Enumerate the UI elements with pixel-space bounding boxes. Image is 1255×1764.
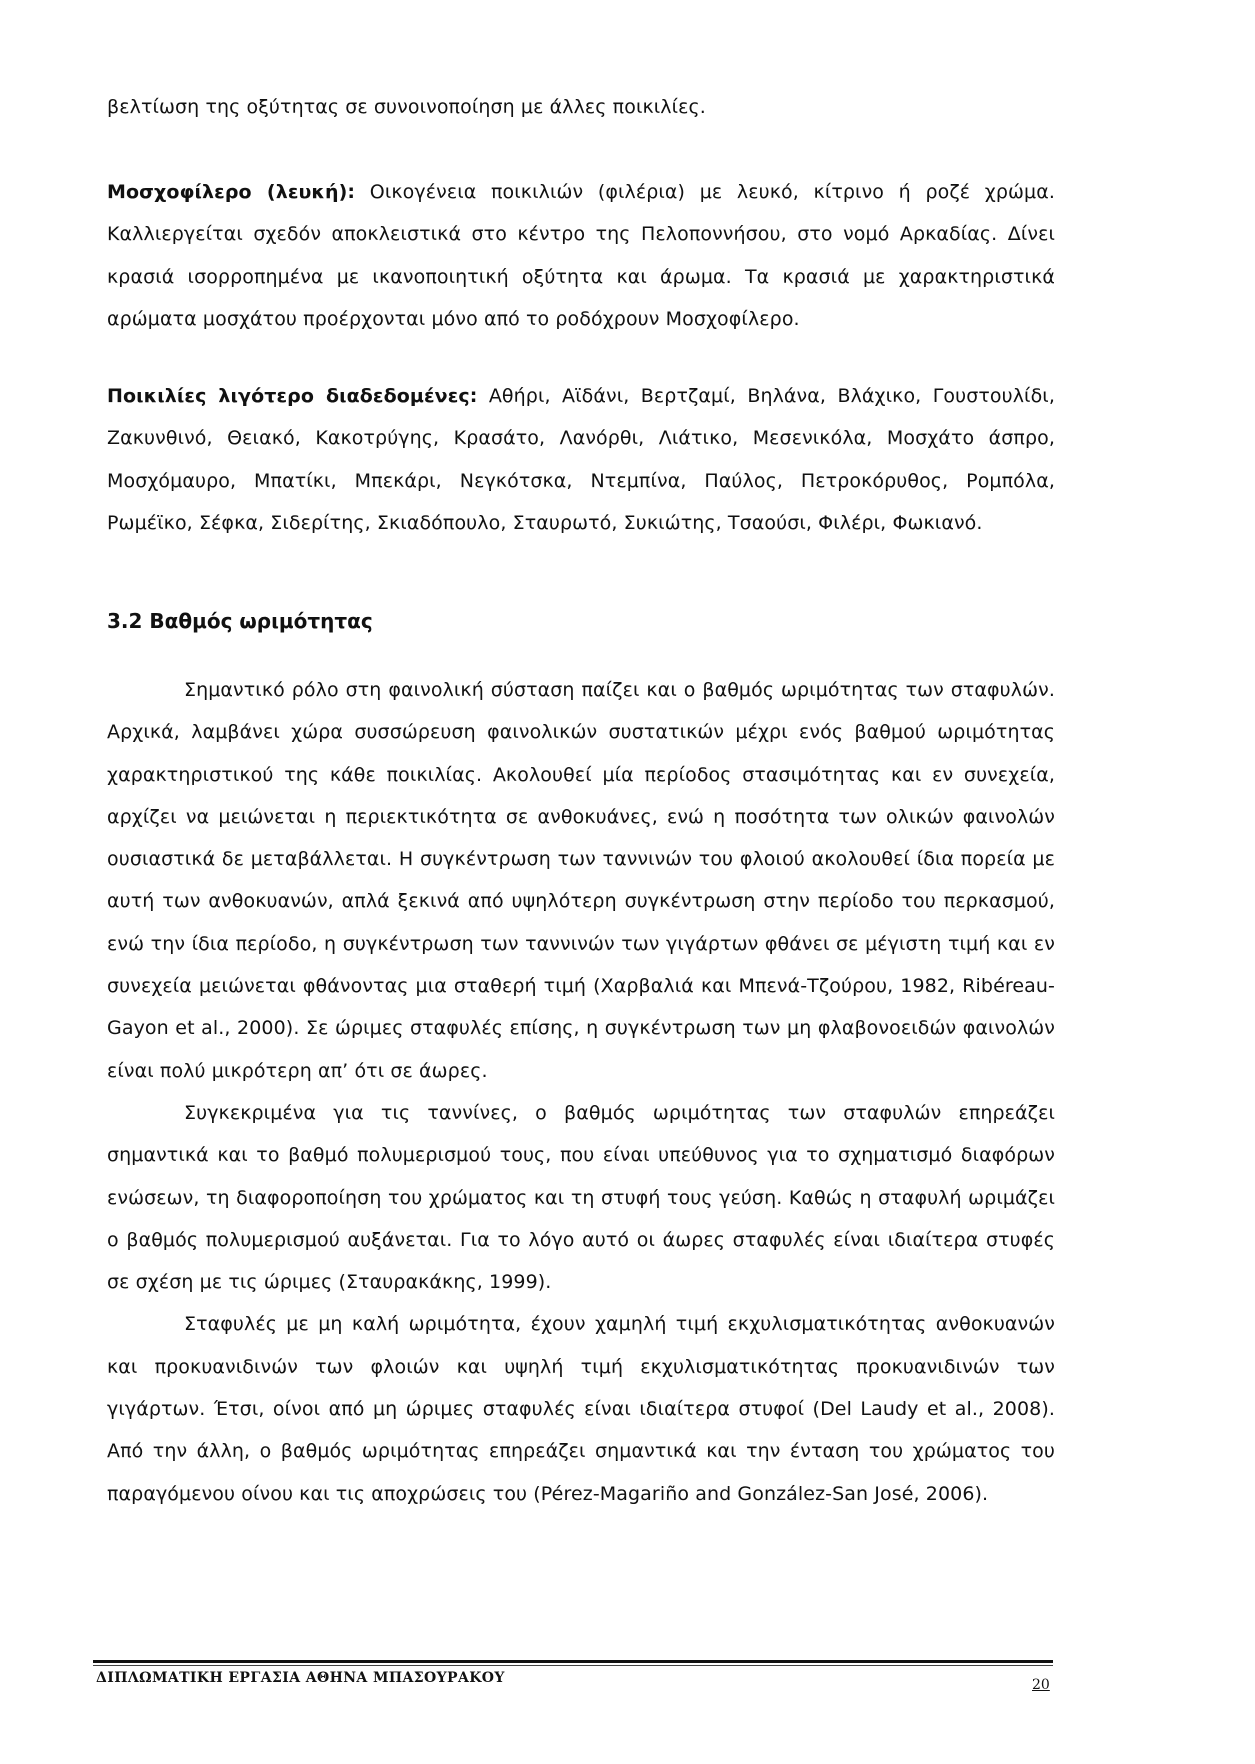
moschofilero-text: Οικογένεια ποικιλιών (φιλέρια) με λευκό, κίτρινο ή ροζέ χρώμα. Καλλιεργείται σχεδόν αποκλειστικά στο κέντρο της Πελοποννήσου, στο νομό Αρκαδίας. Δίνει κρασιά ισορροπημένα με ικανοποιητική οξύτητα και άρωμα. Τα κρασιά με χαρακτηριστικά αρώματα μοσχάτου προέρχονται μόνο από το ροδόχρουν Μοσχοφίλερο. bbox=[107, 181, 1055, 330]
less-common-block bbox=[107, 375, 1055, 544]
moschofilero-paragraph bbox=[107, 171, 1055, 340]
section-block bbox=[107, 600, 1055, 1515]
section-paragraph-1: Σημαντικό ρόλο στη φαινολική σύσταση παίζει και ο βαθμός ωριμότητας των σταφυλών. Αρχικά, λαμβάνει χώρα συσσώρευση φαινολικών συστατικών μέχρι ενός βαθμού ωριμότητας χαρακτηριστικού της κάθε ποικιλίας. Ακολουθεί μία περίοδος στασιμότητας και εν συνεχεία, αρχίζει να μειώνεται η περιεκτικότητα σε ανθοκυάνες, ενώ η ποσότητα των ολικών φαινολών ουσιαστικά δε μεταβάλλεται. Η συγκέντρωση των ταννινών του φλοιού ακολουθεί ίδια πορεία με αυτή των ανθοκυανών, απλά ξεκινά από υψηλότερη συγκέντρωση στην περίοδο του περκασμού, ενώ την ίδια περίοδο, η συγκέντρωση των ταννινών των γιγάρτων φθάνει σε μέγιστη τιμή και εν συνεχεία μειώνεται φθάνοντας μια σταθερή τιμή (Χαρβαλιά και Μπενά-Τζούρου, 1982, Ribéreau-Gayon et al., 2000). Σε ώριμες σταφυλές επίσης, η συγκέντρωση των μη φλαβονοειδών φαινολών είναι πολύ μικρότερη απ’ ότι σε άωρες. bbox=[107, 679, 1055, 1082]
moschofilero-label: Μοσχοφίλερο (λευκή): bbox=[107, 181, 356, 203]
footer-title: ΔΙΠΛΩΜΑΤΙΚΗ ΕΡΓΑΣΙΑ ΑΘΗΝΑ ΜΠΑΣΟΥΡΑΚΟΥ bbox=[96, 1670, 505, 1686]
intro-line: βελτίωση της οξύτητας σε συνοινοποίηση με άλλες ποικιλίες. bbox=[107, 96, 706, 118]
section-paragraph-3: Σταφυλές με μη καλή ωριμότητα, έχουν χαμηλή τιμή εκχυλισματικότητας ανθοκυανών και προκυανιδινών των φλοιών και υψηλή τιμή εκχυλισματικότητας προκυανιδινών των γιγάρτων. Έτσι, οίνοι από μη ώριμες σταφυλές είναι ιδιαίτερα στυφοί (Del Laudy et al., 2008). Από την άλλη, ο βαθμός ωριμότητας επηρεάζει σημαντικά και την ένταση του χρώματος του παραγόμενου οίνου και τις αποχρώσεις του (Pérez-Magariño and González-San José, 2006). bbox=[107, 1313, 1055, 1505]
page-number: 20 bbox=[1032, 1677, 1050, 1693]
moschofilero-block bbox=[107, 171, 1055, 340]
less-common-text: Αθήρι, Αϊδάνι, Βερτζαμί, Βηλάνα, Βλάχικο, Γουστουλίδι, Ζακυνθινό, Θειακό, Κακοτρύγης, Κρασάτο, Λανόρθι, Λιάτικο, Μεσενικόλα, Μοσχάτο άσπρο, Μοσχόμαυρο, Μπατίκι, Μπεκάρι, Νεγκότσκα, Ντεμπίνα, Παύλος, Πετροκόρυθος, Ρομπόλα, Ρωμέϊκο, Σέφκα, Σιδερίτης, Σκιαδόπουλο, Σταυρωτό, Συκιώτης, Τσαούσι, Φιλέρι, Φωκιανό. bbox=[107, 385, 1055, 534]
less-common-paragraph bbox=[107, 375, 1055, 544]
less-common-label: Ποικιλίες λιγότερο διαδεδομένες: bbox=[107, 385, 478, 407]
intro-block bbox=[107, 86, 1055, 128]
footer-rule bbox=[93, 1660, 1053, 1663]
section-heading: 3.2 Βαθμός ωριμότητας bbox=[107, 609, 373, 633]
section-paragraph-2: Συγκεκριμένα για τις ταννίνες, ο βαθμός ωριμότητας των σταφυλών επηρεάζει σημαντικά και το βαθμό πολυμερισμού τους, που είναι υπεύθυνος για το σχηματισμό διαφόρων ενώσεων, τη διαφοροποίηση του χρώματος και τη στυφή τους γεύση. Καθώς η σταφυλή ωριμάζει ο βαθμός πολυμερισμού αυξάνεται. Για το λόγο αυτό οι άωρες σταφυλές είναι ιδιαίτερα στυφές σε σχέση με τις ώριμες (Σταυρακάκης, 1999). bbox=[107, 1101, 1055, 1294]
footer-rule-thin bbox=[93, 1665, 1053, 1666]
